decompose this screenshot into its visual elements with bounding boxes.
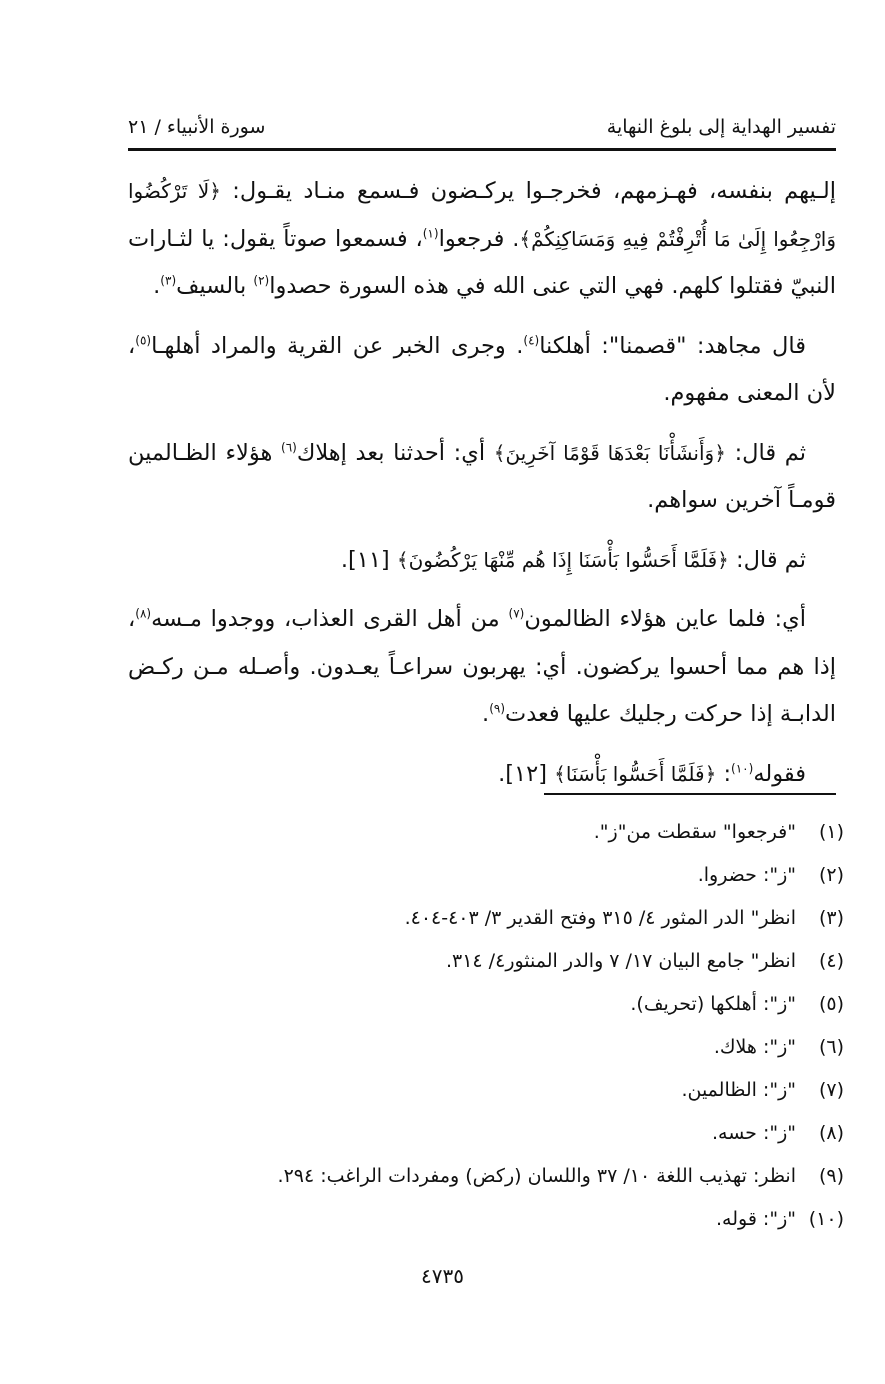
paragraph-text: . [482, 701, 490, 727]
paragraph-4 [128, 537, 836, 585]
main-text [128, 168, 836, 810]
footnote-number: (١) [818, 821, 844, 843]
footnote-ref[interactable]: (١٠) [731, 761, 754, 775]
paragraph-text: ، فسمعوا صوتاً يقول: يا لثـارات النبيّ فقتلوا كلهم. فهي التي عنى الله في هذه السورة حصدوا [128, 225, 836, 299]
footnote-number: (٣) [818, 907, 844, 929]
footnote-ref[interactable]: (٢) [253, 273, 270, 288]
paragraph-text: هؤلاء الظـالمين قومـاً آخرين سواهم. [128, 439, 836, 513]
book-title: تفسير الهداية إلى بلوغ النهاية [606, 116, 836, 138]
paragraph-text: [١٢]. [498, 760, 555, 787]
footnote-item [180, 1205, 844, 1248]
footnote-text: "ز": قوله. [715, 1208, 796, 1230]
paragraph-6 [128, 751, 836, 799]
footnote-number: (١٠) [808, 1208, 844, 1230]
header-rule [128, 148, 836, 151]
quran-verse: ﴿فَلَمَّا أَحَسُّوا بَأْسَنَا إِذَا هُم مِّنْهَا يَرْكُضُونَ﴾ [396, 547, 729, 572]
paragraph-3 [128, 430, 836, 525]
paragraph-text: إلـيهم بنفسه، فهـزمهم، فخرجـوا يركـضون فـسمع منـاد يقـول: [220, 178, 836, 204]
footnote-item [180, 818, 844, 861]
footnote-text: "ز": حضروا. [697, 864, 796, 886]
footnote-number: (٦) [818, 1036, 844, 1058]
footnote-text: انظر: تهذيب اللغة ١٠/ ٣٧ واللسان (ركض) ومفردات الراغب: ٢٩٤. [277, 1165, 796, 1187]
paragraph-2 [128, 323, 836, 418]
footnote-item [180, 1033, 844, 1076]
paragraph-1 [128, 168, 836, 311]
page-number: ٤٧٣٥ [421, 1264, 464, 1288]
paragraph-text: . [153, 273, 161, 299]
footnote-ref[interactable]: (٩) [489, 701, 506, 716]
quran-verse: ﴿لَا تَرْكُضُوا وَارْجِعُوا إِلَىٰ مَا أُتْرِفْتُمْ فِيهِ وَمَسَاكِنِكُمْ﴾ [128, 179, 837, 251]
paragraph-text: ، لأن المعنى مفهوم. [128, 332, 836, 406]
footnote-text: "ز": الظالمين. [681, 1079, 796, 1101]
footnote-number: (٧) [818, 1079, 844, 1101]
paragraph-text: أي: أحدثنا بعد إهلاك [296, 439, 494, 466]
footnote-ref[interactable]: (٥) [135, 333, 152, 347]
footnote-separator [544, 793, 836, 795]
footnote-number: (٨) [818, 1122, 844, 1144]
paragraph-text: ثم قال: [725, 439, 806, 466]
footnote-text: "ز": هلاك. [713, 1036, 796, 1058]
footnotes [180, 818, 844, 1248]
paragraph-text: ، إذا هم مما أحسوا يركضون. أي: يهربون سراعـاً يعـدون. وأصـله مـن ركـض الدابـة إذا حركت رجليك عليها فعدت [128, 606, 836, 727]
paragraph-text: : [716, 760, 732, 787]
footnote-ref[interactable]: (٦) [281, 440, 297, 454]
footnote-text: "ز": حسه. [711, 1122, 796, 1144]
footnote-item [180, 1076, 844, 1119]
footnote-number: (٩) [818, 1165, 844, 1187]
paragraph-5 [128, 596, 836, 739]
footnote-text: "ز": أهلكها (تحريف). [630, 993, 796, 1015]
surah-reference: سورة الأنبياء / ٢١ [128, 116, 266, 138]
footnote-number: (٥) [818, 993, 844, 1015]
footnote-ref[interactable]: (٧) [508, 606, 525, 621]
paragraph-text: . فرجعوا [438, 225, 520, 252]
footnote-ref[interactable]: (٣) [160, 273, 177, 288]
quran-verse: ﴿وَأَنشَأْنَا بَعْدَهَا قَوْمًا آخَرِينَ﴾ [493, 440, 726, 465]
paragraph-text: . وجرى الخبر عن القرية والمراد أهلهـا [151, 332, 524, 359]
footnote-ref[interactable]: (١) [422, 226, 439, 240]
footnote-item [180, 1162, 844, 1205]
paragraph-text: ثم قال: [728, 546, 806, 573]
footnote-item [180, 1119, 844, 1162]
paragraph-text: [١١]. [340, 546, 397, 573]
footnote-item [180, 990, 844, 1033]
paragraph-text: من أهل القرى العذاب، ووجدوا مـسه [151, 606, 509, 632]
footnote-number: (٢) [818, 864, 844, 886]
paragraph-text: قال مجاهد: "قصمنا": أهلكنا [539, 332, 807, 359]
paragraph-text: فقوله [753, 760, 806, 787]
footnote-ref[interactable]: (٤) [523, 333, 540, 347]
footnote-text: "فرجعوا" سقطت من"ز". [593, 821, 796, 843]
footnote-item [180, 861, 844, 904]
quran-verse: ﴿فَلَمَّا أَحَسُّوا بَأْسَنَا﴾ [554, 761, 717, 786]
footnote-item [180, 904, 844, 947]
running-header [128, 112, 836, 146]
paragraph-text: بالسيف [176, 273, 254, 299]
paragraph-text: أي: فلما عاين هؤلاء الظالمون [524, 606, 806, 632]
footnote-text: انظر" جامع البيان ١٧/ ٧ والدر المنثور٤/ ٣١٤. [445, 950, 796, 972]
footnote-number: (٤) [818, 950, 844, 972]
footnote-ref[interactable]: (٨) [135, 606, 152, 621]
footnote-item [180, 947, 844, 990]
footnote-text: انظر" الدر المثور ٤/ ٣١٥ وفتح القدير ٣/ ٤٠٣-٤٠٤. [404, 907, 796, 929]
